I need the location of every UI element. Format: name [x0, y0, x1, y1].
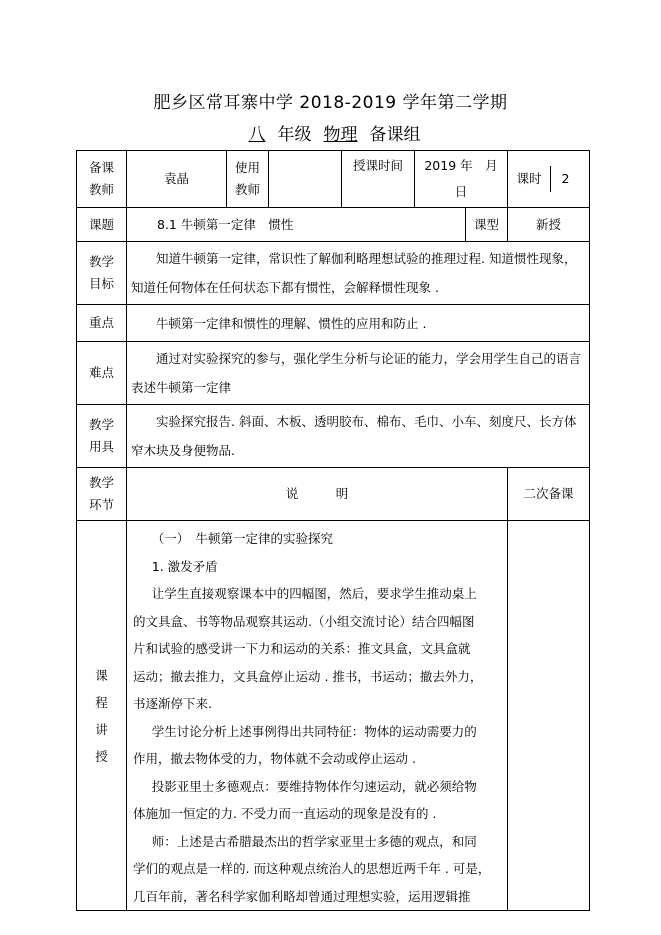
difficulties-text: 通过对实验探究的参与，强化学生分析与论证的能力，学会用学生自己的语言表述牛顿第一定律	[127, 342, 590, 405]
time-label: 授课时间	[342, 151, 415, 208]
second-prep-header: 二次备课	[508, 468, 590, 521]
lecture-line: 学们的观点是一样的. 而这种观点统治人的思想近两千年 . 可是，	[133, 861, 491, 876]
teacher-label: 备课 教师	[77, 151, 127, 208]
difficulties-label: 难点	[77, 342, 127, 405]
lecture-content	[127, 521, 508, 911]
hours-label: 课时	[516, 171, 542, 186]
lecture-line: 1. 激发矛盾	[151, 558, 218, 574]
lecture-label: 课 程 讲 授	[77, 521, 127, 911]
goals-label: 教学 目标	[77, 242, 127, 305]
hours-cell	[508, 151, 590, 208]
keypoints-text: 牛顿第一定律和惯性的理解、惯性的应用和防止 .	[127, 305, 590, 342]
hours-value: 2	[550, 166, 581, 192]
subject-value: 物理	[323, 125, 358, 145]
user-value	[269, 151, 342, 208]
lecture-line: 让学生直接观察课本中的四幅图，然后，要求学生推动桌上	[151, 586, 477, 601]
goals-text: 知道牛顿第一定律，常识性了解伽利略理想试验的推理过程. 知道惯性现象，知道任何物体在任何状态下都有惯性，会解释惯性现象 .	[127, 242, 590, 305]
lecture-line: 几百年前，著名科学家伽利略却曾通过理想实验，运用逻辑推	[133, 888, 471, 904]
lecture-line: 运动；撤去推力，文具盒停止运动 . 推书，书运动；撤去外力，	[133, 668, 483, 684]
explain-header: 说 明	[127, 468, 508, 521]
tools-label: 教学 用具	[77, 405, 127, 468]
steps-header-row	[77, 468, 590, 521]
lecture-line: 片和试验的感受讲一下力和运动的关系：推文具盒，文具盒就	[133, 641, 471, 656]
tools-row	[77, 405, 590, 468]
topic-label: 课题	[77, 208, 127, 242]
difficulties-row	[77, 342, 590, 405]
lecture-line: （一） 牛顿第一定律的实验探究	[151, 531, 334, 546]
topic-row	[77, 208, 590, 242]
lecture-row	[77, 521, 590, 911]
lecture-line: 学生讨论分析上述事例得出共同特征：物体的运动需要力的	[151, 723, 477, 739]
lecture-line: 投影亚里士多德观点：要维持物体作匀速运动，就必须给物	[151, 778, 477, 794]
lecture-line: 体施加一恒定的力. 不受力而一直运动的现象是没有的 .	[133, 806, 437, 821]
lecture-line: 书逐渐停下来.	[133, 696, 212, 711]
grade-value: 八	[248, 125, 266, 145]
grade-suffix: 年级	[277, 125, 312, 145]
page-subtitle	[0, 120, 661, 145]
type-value: 新授	[508, 208, 590, 242]
group-label: 备课组	[369, 125, 421, 145]
lecture-line: 的文具盒、书等物品观察其运动.（小组交流讨论）结合四幅图	[133, 613, 475, 629]
time-value: 2019 年 月 日	[415, 151, 508, 208]
steps-label: 教学 环节	[77, 468, 127, 521]
tools-text: 实验探究报告. 斜面、木板、透明胶布、棉布、毛巾、小车、刻度尺、长方体窄木块及身便物品.	[127, 405, 590, 468]
lesson-plan-table	[76, 150, 590, 911]
user-label: 使用 教师	[227, 151, 269, 208]
goals-row	[77, 242, 590, 305]
type-label: 课型	[466, 208, 508, 242]
lecture-line: 作用，撤去物体受的力，物体就不会动或停止运动 .	[133, 751, 416, 766]
keypoints-row	[77, 305, 590, 342]
page-title: 肥乡区常耳寨中学 2018-2019 学年第二学期	[153, 93, 508, 113]
keypoints-label: 重点	[77, 305, 127, 342]
info-row	[77, 151, 590, 208]
lecture-line: 师：上述是古希腊最杰出的哲学家亚里士多德的观点，和同	[151, 833, 477, 849]
teacher-value: 袁晶	[127, 151, 227, 208]
second-prep-cell	[508, 521, 590, 911]
topic-value: 8.1 牛顿第一定律 惯性	[127, 208, 466, 242]
